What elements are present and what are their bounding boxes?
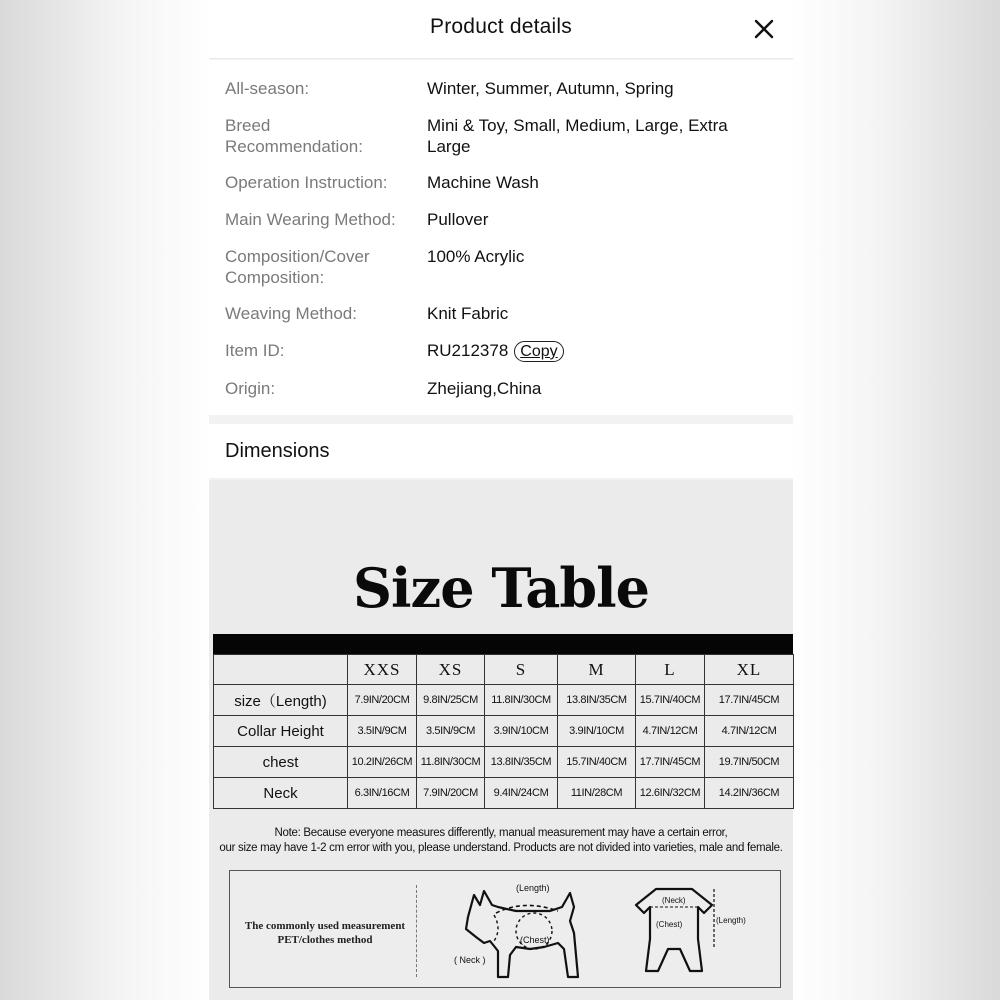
measurement-method-box — [229, 870, 781, 988]
table-cell: 4.7IN/12CM — [705, 716, 794, 747]
table-cell: 12.6IN/32CM — [636, 778, 705, 809]
measurement-method-text — [236, 919, 414, 947]
table-cell: 17.7IN/45CM — [705, 685, 794, 716]
row-label: size（Length) — [214, 685, 348, 716]
note-line: our size may have 1-2 cm error with you, please understand. Products are not divided into varieties, male and female. — [219, 842, 783, 854]
table-cell: 10.2IN/26CM — [348, 747, 417, 778]
item-id-value: RU212378 — [427, 341, 509, 360]
detail-value: Mini & Toy, Small, Medium, Large, Extra Large — [427, 116, 728, 156]
size-table — [213, 654, 794, 809]
product-details-list — [209, 60, 793, 415]
table-cell: 19.7IN/50CM — [705, 747, 794, 778]
close-icon — [749, 14, 779, 44]
dimensions-section-header — [209, 424, 793, 478]
note-line: Note: Because everyone measures differently, manual measurement may have a certain error, — [274, 827, 728, 839]
shirt-neck-label: (Neck) — [662, 896, 686, 905]
table-cell: 11.8IN/30CM — [417, 747, 485, 778]
table-cell: 9.8IN/25CM — [417, 685, 485, 716]
sheet-header — [209, 0, 793, 59]
detail-label: Main Wearing Method: — [225, 210, 396, 229]
dimensions-title: Dimensions — [225, 440, 330, 462]
table-cell: 13.8IN/35CM — [485, 747, 558, 778]
table-cell: 17.7IN/45CM — [636, 747, 705, 778]
size-column-header: XS — [417, 655, 485, 685]
measurement-note — [209, 826, 793, 856]
size-header-row — [214, 655, 794, 685]
detail-value: 100% Acrylic — [427, 247, 525, 266]
header-cell-empty — [214, 655, 348, 685]
detail-label: Composition/Cover Composition: — [225, 247, 370, 287]
detail-value: Zhejiang,China — [427, 379, 542, 398]
table-cell: 3.9IN/10CM — [558, 716, 636, 747]
size-column-header: XL — [705, 655, 794, 685]
detail-label: Weaving Method: — [225, 304, 357, 323]
detail-label: Operation Instruction: — [225, 173, 388, 192]
table-cell: 9.4IN/24CM — [485, 778, 558, 809]
dog-neck-label: ( Neck ) — [454, 955, 486, 965]
measurement-text-line: The commonly used measurement — [244, 920, 406, 932]
shirt-measurement-icon — [628, 877, 756, 981]
dog-measurement-icon — [454, 877, 588, 983]
table-row — [214, 716, 794, 747]
table-row — [214, 747, 794, 778]
product-details-sheet — [209, 0, 793, 1000]
size-column-header: XXS — [348, 655, 417, 685]
table-cell: 7.9IN/20CM — [348, 685, 417, 716]
table-cell: 11.8IN/30CM — [485, 685, 558, 716]
dog-length-label: (Length) — [516, 883, 550, 893]
page-title: Product details — [430, 15, 572, 38]
detail-label: All-season: — [225, 79, 310, 98]
table-row — [214, 778, 794, 809]
detail-value: Pullover — [427, 210, 489, 229]
row-label: chest — [214, 747, 348, 778]
detail-value — [427, 340, 777, 362]
table-row — [214, 685, 794, 716]
shirt-chest-label: (Chest) — [656, 920, 683, 929]
table-cell: 11IN/28CM — [558, 778, 636, 809]
table-cell: 7.9IN/20CM — [417, 778, 485, 809]
table-cell: 3.5IN/9CM — [417, 716, 485, 747]
divider-bar — [213, 634, 793, 654]
dashed-divider — [416, 885, 417, 977]
detail-value: Knit Fabric — [427, 304, 509, 323]
detail-value: Winter, Summer, Autumn, Spring — [427, 79, 674, 98]
size-table-title: Size Table — [353, 556, 649, 620]
table-cell: 15.7IN/40CM — [636, 685, 705, 716]
size-column-header: L — [636, 655, 705, 685]
copy-button[interactable]: Copy — [514, 341, 563, 362]
table-cell: 4.7IN/12CM — [636, 716, 705, 747]
detail-label: Breed Recommendation: — [225, 116, 363, 156]
row-label: Collar Height — [214, 716, 348, 747]
table-cell: 15.7IN/40CM — [558, 747, 636, 778]
size-table-image — [209, 480, 793, 1000]
row-label: Neck — [214, 778, 348, 809]
dog-chest-label: (Chest) — [520, 935, 550, 945]
table-cell: 3.9IN/10CM — [485, 716, 558, 747]
table-cell: 14.2IN/36CM — [705, 778, 794, 809]
detail-value: Machine Wash — [427, 173, 539, 192]
table-cell: 13.8IN/35CM — [558, 685, 636, 716]
size-column-header: M — [558, 655, 636, 685]
table-cell: 6.3IN/16CM — [348, 778, 417, 809]
table-cell: 3.5IN/9CM — [348, 716, 417, 747]
shirt-length-label: (Length) — [716, 916, 746, 925]
measurement-text-line: PET/clothes method — [277, 934, 373, 946]
size-column-header: S — [485, 655, 558, 685]
detail-label: Origin: — [225, 379, 276, 398]
detail-label: Item ID: — [225, 341, 285, 360]
close-button[interactable] — [749, 14, 779, 44]
